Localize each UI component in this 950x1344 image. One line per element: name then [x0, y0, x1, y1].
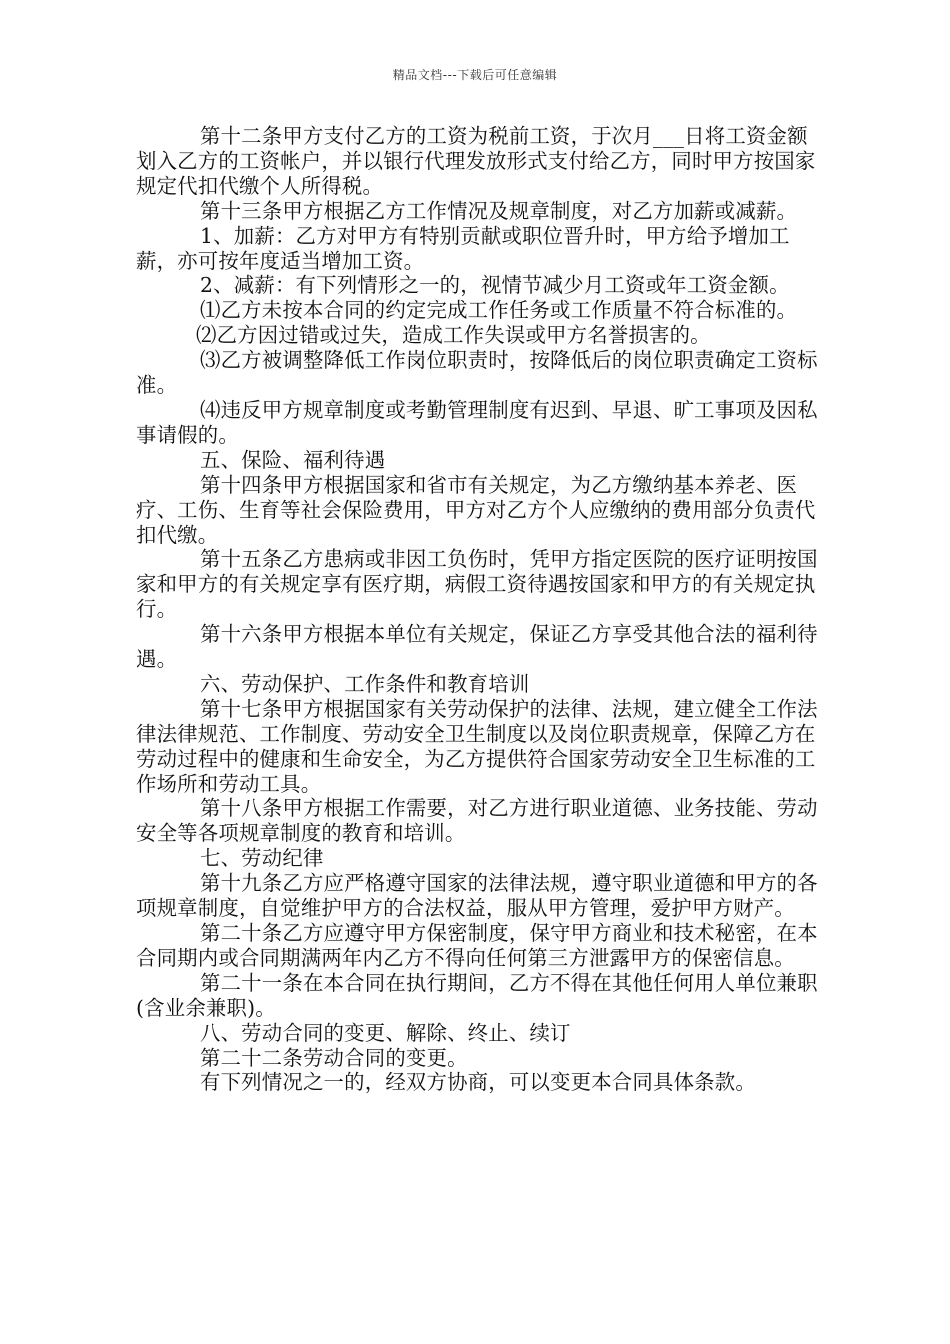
- section-6-heading: 六、劳动保护、工作条件和教育培训: [200, 671, 530, 696]
- article-19: 第十九条乙方应严格遵守国家的法律法规，遵守职业道德和甲方的各项规章制度，自觉维护甲方的合法权益，服从甲方管理，爱护甲方财产。: [136, 871, 818, 921]
- clause-raise: 1、加薪：乙方对甲方有特别贡献或职位晋升时，甲方给予增加工薪，亦可按年度适当增加工资。: [136, 223, 790, 273]
- page-header: 精品文档---下载后可任意编辑: [392, 68, 558, 82]
- article-13: 第十三条甲方根据乙方工作情况及规章制度，对乙方加薪或减薪。: [200, 198, 798, 223]
- section-8-heading: 八、劳动合同的变更、解除、终止、续订: [200, 1020, 571, 1045]
- article-22: 第二十二条劳动合同的变更。: [200, 1045, 468, 1070]
- article-22-condition: 有下列情况之一的，经双方协商，可以变更本合同具体条款。: [200, 1070, 756, 1095]
- article-21: 第二十一条在本合同在执行期间，乙方不得在其他任何用人单位兼职(含业余兼职)。: [136, 970, 818, 1020]
- item-1: ⑴乙方未按本合同的约定完成工作任务或工作质量不符合标准的。: [200, 298, 798, 323]
- article-17: 第十七条甲方根据国家有关劳动保护的法律、法规，建立健全工作法律法律规范、工作制度、劳动安全卫生制度以及岗位职责规章，保障乙方在劳动过程中的健康和生命安全，为乙方提供符合国家劳动安全卫生标准的工作场所和劳动工具。: [136, 696, 818, 796]
- clause-reduce: 2、减薪：有下列情形之一的，视情节减少月工资或年工资金额。: [200, 273, 790, 298]
- item-4: ⑷违反甲方规章制度或考勤管理制度有迟到、早退、旷工事项及因私事请假的。: [136, 397, 818, 447]
- article-14: 第十四条甲方根据国家和省市有关规定，为乙方缴纳基本养老、医疗、工伤、生育等社会保险费用，甲方对乙方个人应缴纳的费用部分负责代扣代缴。: [136, 472, 816, 547]
- item-2: ⑵乙方因过错或过失，造成工作失误或甲方名誉损害的。: [196, 323, 711, 348]
- section-7-heading: 七、劳动纪律: [200, 846, 324, 871]
- section-5-heading: 五、保险、福利待遇: [200, 447, 386, 472]
- item-3: ⑶乙方被调整降低工作岗位职责时，按降低后的岗位职责确定工资标准。: [136, 348, 818, 398]
- article-20: 第二十条乙方应遵守甲方保密制度，保守甲方商业和技术秘密，在本合同期内或合同期满两年内乙方不得向任何第三方泄露甲方的保密信息。: [136, 921, 818, 970]
- article-15: 第十五条乙方患病或非因工负伤时，凭甲方指定医院的医疗证明按国家和甲方的有关规定享有医疗期，病假工资待遇按国家和甲方的有关规定执行。: [136, 547, 818, 622]
- article-18: 第十八条甲方根据工作需要，对乙方进行职业道德、业务技能、劳动安全等各项规章制度的教育和培训。: [136, 796, 818, 846]
- document-body: [136, 124, 818, 1095]
- article-12: 第十二条甲方支付乙方的工资为税前工资，于次月___日将工资金额划入乙方的工资帐户，并以银行代理发放形式支付给乙方，同时甲方按国家规定代扣代缴个人所得税。: [136, 124, 816, 198]
- article-16: 第十六条甲方根据本单位有关规定，保证乙方享受其他合法的福利待遇。: [136, 622, 818, 672]
